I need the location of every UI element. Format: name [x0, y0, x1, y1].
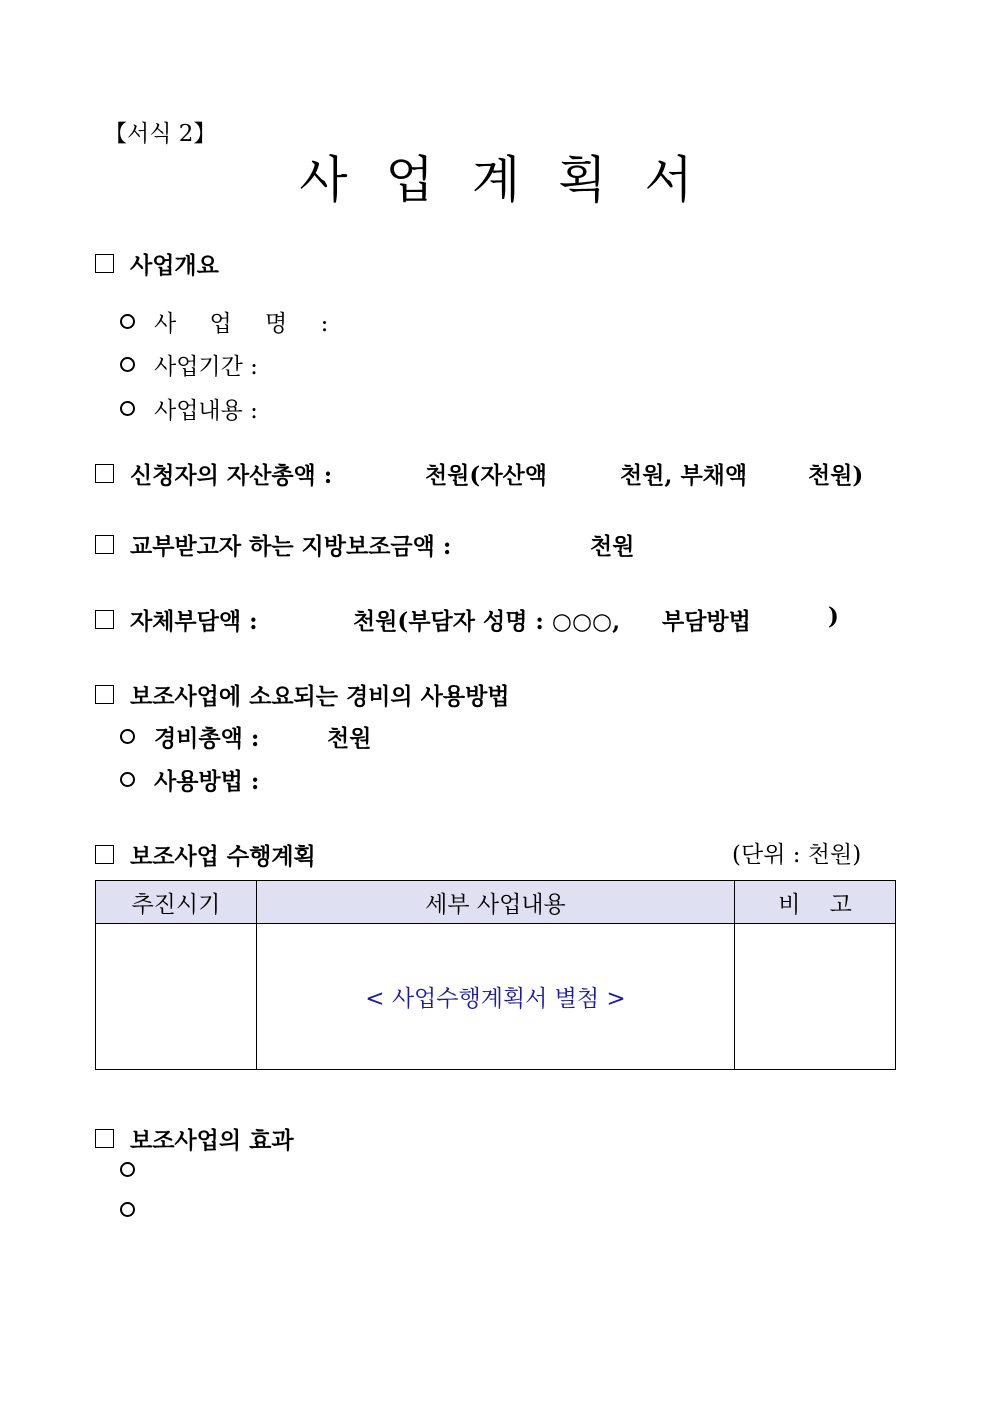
checkbox-square-icon	[95, 464, 114, 483]
table-header-row	[96, 881, 896, 924]
circle-bullet-icon	[120, 772, 135, 787]
section-plan	[95, 838, 316, 871]
cell-detail-attachment-note[interactable]: < 사업수행계획서 별첨 >	[256, 924, 734, 1070]
header-schedule: 추진시기	[96, 881, 257, 924]
checkbox-square-icon	[95, 845, 114, 864]
cell-schedule[interactable]	[96, 924, 257, 1070]
section-plan-heading: 보조사업 수행계획	[130, 843, 316, 870]
circle-bullet-icon	[120, 357, 135, 372]
checkbox-square-icon	[95, 1129, 114, 1148]
section-subsidy	[95, 528, 451, 561]
circle-bullet-icon	[120, 314, 135, 329]
expense-item-method	[120, 763, 259, 796]
section-overview-heading: 사업개요	[130, 252, 219, 279]
circle-bullet-icon	[120, 401, 135, 416]
assets-end: 천원)	[808, 462, 864, 489]
section-assets-heading: 신청자의 자산총액 :	[130, 462, 333, 489]
expense-item-label: 경비총액 :	[154, 725, 260, 752]
assets-value: 천원(자산액	[425, 462, 547, 489]
expense-total-value: 천원	[327, 725, 372, 752]
section-effects	[95, 1122, 294, 1155]
checkbox-square-icon	[95, 610, 114, 629]
overview-item-label: 사업기간 :	[154, 354, 258, 380]
page-title: 사업계획서	[299, 151, 731, 209]
subsidy-value: 천원	[590, 533, 635, 560]
overview-item-label: 사 업 명 :	[154, 311, 342, 337]
checkbox-square-icon	[95, 254, 114, 273]
checkbox-square-icon	[95, 685, 114, 704]
assets-mid: 천원, 부채액	[620, 462, 748, 489]
self-burden-close: )	[828, 603, 839, 630]
checkbox-square-icon	[95, 535, 114, 554]
section-self-burden	[95, 603, 258, 636]
form-number: 【서식 2】	[104, 121, 217, 147]
section-effects-heading: 보조사업의 효과	[130, 1127, 294, 1154]
section-expense-usage	[95, 678, 510, 711]
table-row	[96, 924, 896, 1070]
overview-item-label: 사업내용 :	[154, 398, 258, 424]
unit-note: (단위 : 천원)	[732, 842, 862, 868]
self-burden-value: 천원(부담자 성명 : ○○○,	[353, 608, 621, 635]
section-subsidy-heading: 교부받고자 하는 지방보조금액 :	[130, 533, 452, 560]
circle-bullet-icon	[120, 729, 135, 744]
self-burden-method: 부담방법	[662, 608, 751, 635]
overview-item-name	[120, 305, 341, 338]
plan-table	[95, 880, 896, 1070]
expense-item-label: 사용방법 :	[154, 768, 260, 795]
effects-item	[120, 1202, 154, 1217]
section-assets	[95, 457, 332, 490]
overview-item-period	[120, 348, 258, 381]
section-self-burden-heading: 자체부담액 :	[130, 608, 258, 635]
header-remarks: 비 고	[735, 881, 896, 924]
header-detail: 세부 사업내용	[256, 881, 734, 924]
circle-bullet-icon	[120, 1162, 135, 1177]
cell-remarks[interactable]	[735, 924, 896, 1070]
overview-item-content	[120, 392, 258, 425]
expense-item-total	[120, 720, 259, 753]
section-overview	[95, 247, 219, 280]
effects-item	[120, 1162, 154, 1177]
circle-bullet-icon	[120, 1202, 135, 1217]
section-expense-heading: 보조사업에 소요되는 경비의 사용방법	[130, 683, 510, 710]
